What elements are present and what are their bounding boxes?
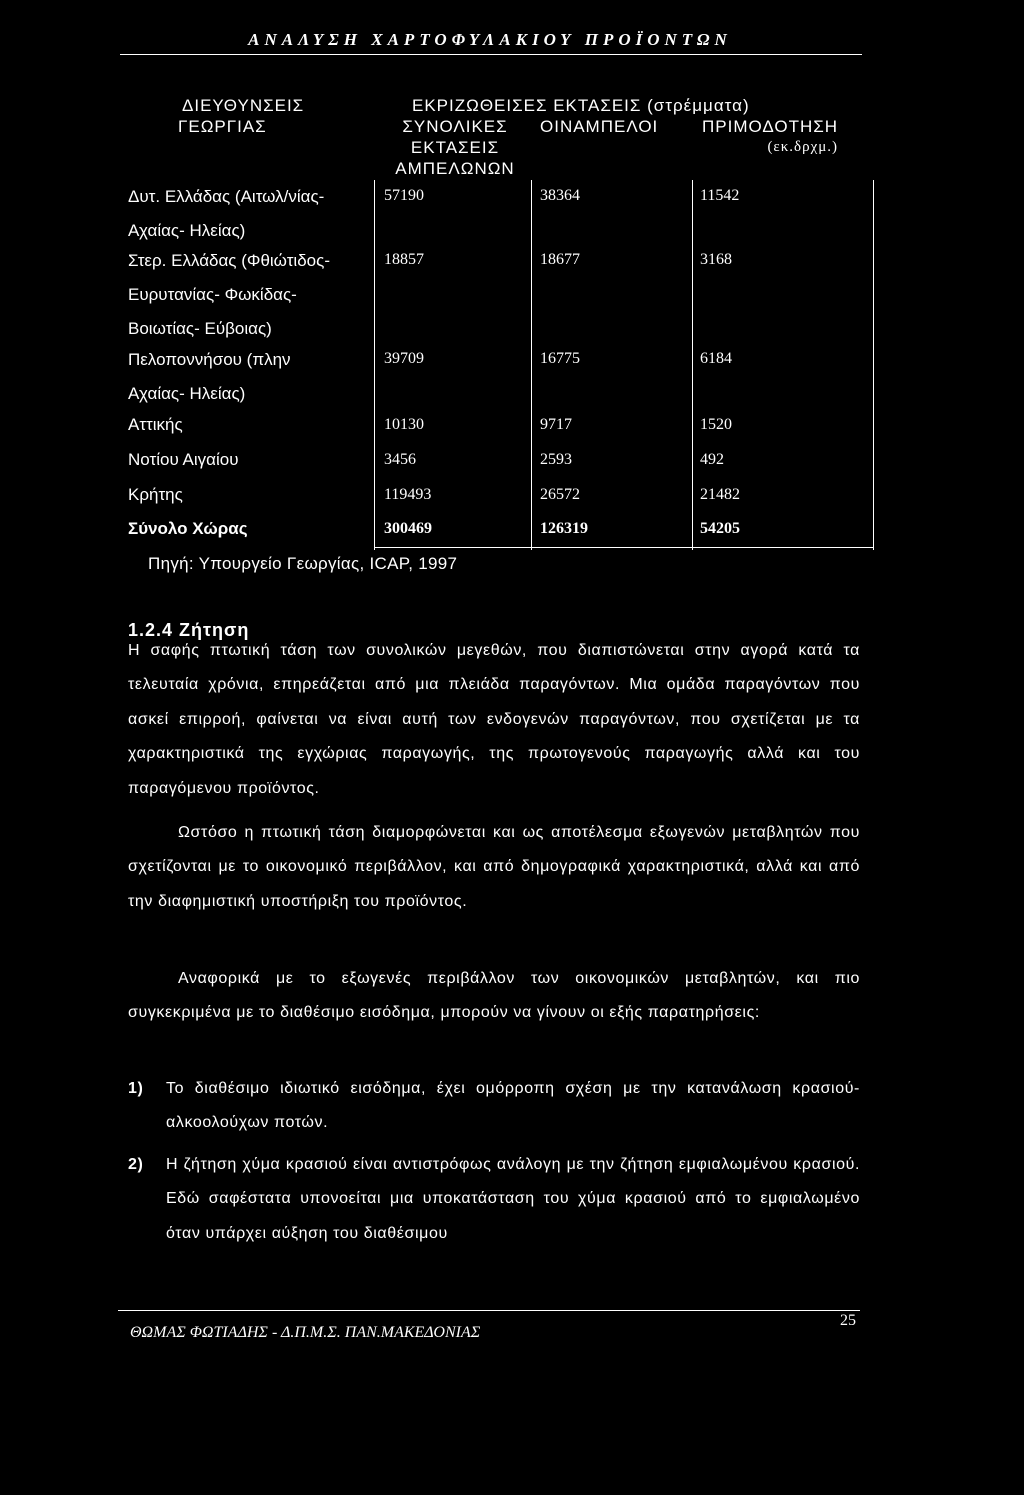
cell-total: 300469: [384, 520, 432, 537]
list-item-number: 1): [128, 1080, 144, 1097]
list-item: [128, 1072, 860, 1141]
table-source: Πηγή: Υπουργείο Γεωργίας, ICAP, 1997: [148, 554, 458, 573]
cell-subsidy: 21482: [700, 486, 740, 503]
list-item-text: Η ζήτηση χύμα κρασιού είναι αντιστρόφως ανάλογη με την ζήτηση εμφιαλωμένου κρασιού. Εδώ σαφέστατα υπονοείται μια υποκατάσταση του χύμα κρασιού από το εμφιαλωμένο όταν υπάρχει αύξηση του διαθέσιμου: [166, 1156, 860, 1242]
table-vline-1: [374, 180, 375, 550]
table-row-region: [128, 244, 330, 346]
col-header-region-line2: ΓΕΩΡΓΙΑΣ: [178, 117, 267, 136]
cell-subsidy: 11542: [700, 187, 740, 204]
cell-vineyards: 126319: [540, 520, 588, 537]
cell-subsidy: 492: [700, 451, 724, 468]
cell-total: 119493: [384, 486, 432, 503]
table-row-region: Νοτίου Αιγαίου: [128, 450, 239, 469]
table-row-region: [128, 180, 324, 248]
footer-author: ΘΩΜΑΣ ΦΩΤΙΑΔΗΣ - Δ.Π.Μ.Σ. ΠΑΝ.ΜΑΚΕΔΟΝΙΑΣ: [130, 1324, 481, 1341]
header-rule: [120, 54, 862, 55]
col-header-subsidy-line2: (εκ.δρχμ.): [767, 139, 839, 155]
cell-vineyards: 26572: [540, 486, 580, 503]
col-header-total: [385, 118, 525, 177]
table-vline-2: [531, 180, 532, 550]
col-header-vineyards: ΟΙΝΑΜΠΕΛΟΙ: [540, 117, 659, 136]
cell-total: 57190: [384, 187, 424, 204]
paragraph-3: Αναφορικά με το εξωγενές περιβάλλον των οικονομικών μεταβλητών, και πιο συγκεκριμένα με το διαθέσιμο εισόδημα, μπορούν να γίνουν οι εξής παρατηρήσεις:: [128, 970, 860, 1022]
cell-total: 3456: [384, 451, 416, 468]
cell-vineyards: 16775: [540, 350, 580, 367]
paragraph-1: Η σαφής πτωτική τάση των συνολικών μεγεθών, που διαπιστώνεται στην αγορά κατά τα τελευταία χρόνια, επηρεάζεται από μια πλειάδα παραγόντων. Μια ομάδα παραγόντων που ασκεί επιρροή, φαίνεται να είναι αυτή των ενδογενών παραγόντων, που σχετίζεται με τα χαρακτηριστικά της εγχώριας παραγωγής, της πρωτογενούς παραγωγής αλλά και του παραγόμενου προϊόντος.: [128, 642, 860, 797]
table-row-region: Αττικής: [128, 415, 183, 434]
table-row-region-total: Σύνολο Χώρας: [128, 519, 248, 538]
table-vline-3: [692, 180, 693, 550]
region-line: Βοιωτίας- Εύβοιας): [128, 319, 272, 338]
col-header-subsidy: [702, 118, 838, 156]
col-header-region: [178, 96, 305, 136]
col-header-total-line2: ΕΚΤΑΣΕΙΣ: [410, 138, 500, 157]
table-row-region: [128, 343, 291, 411]
page-number: 25: [840, 1312, 856, 1329]
table-row-region: Κρήτης: [128, 485, 183, 504]
region-line: Ευρυτανίας- Φωκίδας-: [128, 285, 297, 304]
region-line: Αχαίας- Ηλείας): [128, 221, 246, 240]
region-line: Αχαίας- Ηλείας): [128, 384, 246, 403]
list-item-text: Το διαθέσιμο ιδιωτικό εισόδημα, έχει ομόρροπη σχέση με την κατανάλωση κρασιού- αλκοολούχων ποτών.: [166, 1080, 860, 1132]
paragraph-2: Ωστόσο η πτωτική τάση διαμορφώνεται και ως αποτέλεσμα εξωγενών μεταβλητών που σχετίζονται με το οικονομικό περιβάλλον, και από δημογραφικά χαρακτηριστικά, αλλά και από την διαφημιστική υποστήριξη του προϊόντος.: [128, 824, 860, 910]
list-item-number: 2): [128, 1156, 144, 1173]
region-line: Πελοποννήσου (πλην: [128, 350, 291, 369]
table-vline-4: [873, 180, 874, 550]
group-header: ΕΚΡΙΖΩΘΕΙΣΕΣ ΕΚΤΑΣΕΙΣ (στρέμματα): [412, 96, 750, 115]
cell-vineyards: 18677: [540, 251, 580, 268]
table-bottom-rule: [374, 547, 874, 548]
col-header-total-line1: ΣΥΝΟΛΙΚΕΣ: [402, 117, 508, 136]
col-header-total-line3: ΑΜΠΕΛΩΝΩΝ: [395, 159, 515, 178]
cell-total: 18857: [384, 251, 424, 268]
cell-total: 39709: [384, 350, 424, 367]
region-line: Στερ. Ελλάδας (Φθιώτιδος-: [128, 251, 330, 270]
cell-subsidy: 1520: [700, 416, 732, 433]
col-header-subsidy-line1: ΠΡΙΜΟΔΟΤΗΣΗ: [702, 117, 839, 136]
cell-vineyards: 38364: [540, 187, 580, 204]
cell-total: 10130: [384, 416, 424, 433]
footer-rule: [118, 1310, 860, 1311]
cell-subsidy: 54205: [700, 520, 740, 537]
list-item: [128, 1148, 860, 1251]
col-header-region-line1: ΔΙΕΥΘΥΝΣΕΙΣ: [182, 96, 305, 115]
running-header: ΑΝΑΛΥΣΗ ΧΑΡΤΟΦΥΛΑΚΙΟΥ ΠΡΟΪΟΝΤΩΝ: [248, 30, 732, 49]
region-line: Δυτ. Ελλάδας (Αιτωλ/νίας-: [128, 187, 325, 206]
cell-subsidy: 6184: [700, 350, 732, 367]
cell-subsidy: 3168: [700, 251, 732, 268]
section-title: 1.2.4 Ζήτηση: [128, 620, 250, 640]
cell-vineyards: 9717: [540, 416, 572, 433]
cell-vineyards: 2593: [540, 451, 572, 468]
